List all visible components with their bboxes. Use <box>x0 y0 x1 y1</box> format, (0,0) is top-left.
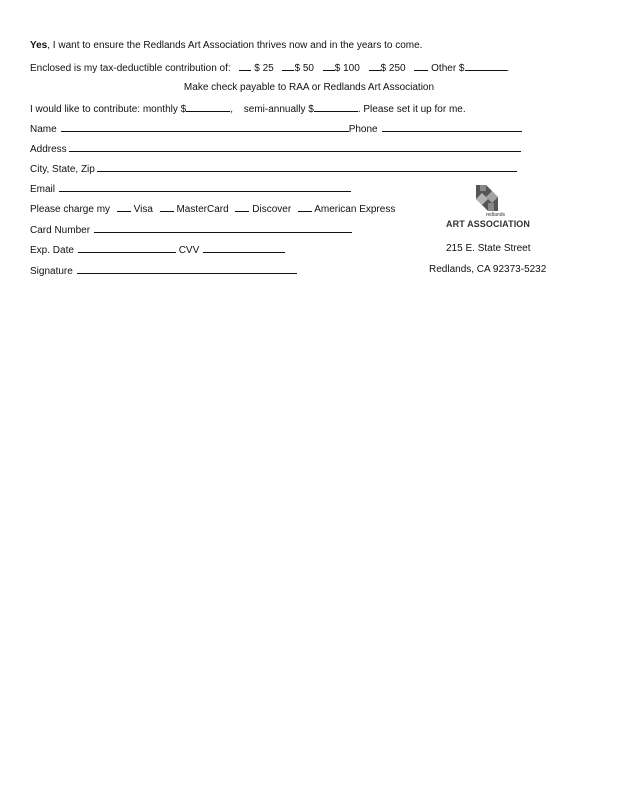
phone-label: Phone <box>348 124 378 135</box>
visa-blank[interactable] <box>117 202 131 212</box>
org-city: Redlands, CA 92373-5232 <box>429 264 547 275</box>
amount-25-label: $ 25 <box>254 63 274 74</box>
charge-label: Please charge my <box>30 204 111 215</box>
amount-25-blank[interactable] <box>239 61 251 71</box>
org-street: 215 E. State Street <box>446 243 531 254</box>
intro-bold: Yes <box>30 40 48 51</box>
card-number-line <box>30 223 352 237</box>
amount-other-blank[interactable] <box>465 61 507 71</box>
address-line <box>30 142 521 156</box>
exp-blank[interactable] <box>78 243 176 253</box>
phone-blank[interactable] <box>382 122 522 132</box>
recurring-line: I would like to contribute: monthly $ , semi-annually $ . Please set it up for me. <box>30 104 466 115</box>
intro-text: , I want to ensure the Redlands Art Association thrives now and in the years to come. <box>47 40 423 51</box>
contribution-label: Enclosed is my tax-deductible contribution of: <box>30 63 231 74</box>
discover-label: Discover <box>252 204 292 215</box>
amount-100-label: $ 100 <box>334 63 360 74</box>
mastercard-label: MasterCard <box>176 204 229 215</box>
exp-cvv-line <box>30 243 285 257</box>
check-note: Make check payable to RAA or Redlands Art Association <box>183 82 435 93</box>
logo-small-text: redlands <box>485 212 505 218</box>
city-blank[interactable] <box>97 162 517 172</box>
name-phone-line <box>30 122 522 136</box>
redlands-logo-icon <box>474 183 500 213</box>
amount-250-label: $ 250 <box>380 63 406 74</box>
name-blank[interactable] <box>61 122 349 132</box>
recurring-label: I would like to contribute: monthly $ <box>30 104 187 115</box>
charge-line <box>30 202 395 216</box>
card-number-blank[interactable] <box>94 223 352 233</box>
cvv-blank[interactable] <box>203 243 285 253</box>
email-blank[interactable] <box>59 182 351 192</box>
amount-other-check[interactable] <box>414 61 428 71</box>
amount-50-blank[interactable] <box>282 61 294 71</box>
semi-blank[interactable] <box>314 102 358 112</box>
signature-blank[interactable] <box>77 264 297 274</box>
email-line <box>30 182 351 196</box>
semi-label: semi-annually $ <box>243 104 314 115</box>
city-line <box>30 162 517 176</box>
signature-label: Signature <box>30 266 73 277</box>
amex-blank[interactable] <box>298 202 312 212</box>
contribution-line <box>30 61 509 75</box>
address-label: Address <box>30 144 67 155</box>
exp-label: Exp. Date <box>30 245 74 256</box>
amount-50-label: $ 50 <box>294 63 314 74</box>
address-blank[interactable] <box>69 142 521 152</box>
logo-main-text: ART ASSOCIATION <box>446 219 530 229</box>
contribution-end: . <box>506 63 510 74</box>
monthly-blank[interactable] <box>186 102 230 112</box>
city-label: City, State, Zip <box>30 164 95 175</box>
amex-label: American Express <box>314 204 396 215</box>
recurring-end: . Please set it up for me. <box>357 104 466 115</box>
name-label: Name <box>30 124 57 135</box>
amount-250-blank[interactable] <box>369 61 381 71</box>
cvv-label: CVV <box>178 245 200 256</box>
email-label: Email <box>30 184 56 195</box>
amount-other-label: Other $ <box>431 63 465 74</box>
card-number-label: Card Number <box>30 225 91 236</box>
amount-100-blank[interactable] <box>323 61 335 71</box>
intro-line <box>30 40 422 52</box>
visa-label: Visa <box>133 204 153 215</box>
mastercard-blank[interactable] <box>160 202 174 212</box>
signature-line <box>30 264 297 278</box>
discover-blank[interactable] <box>235 202 249 212</box>
